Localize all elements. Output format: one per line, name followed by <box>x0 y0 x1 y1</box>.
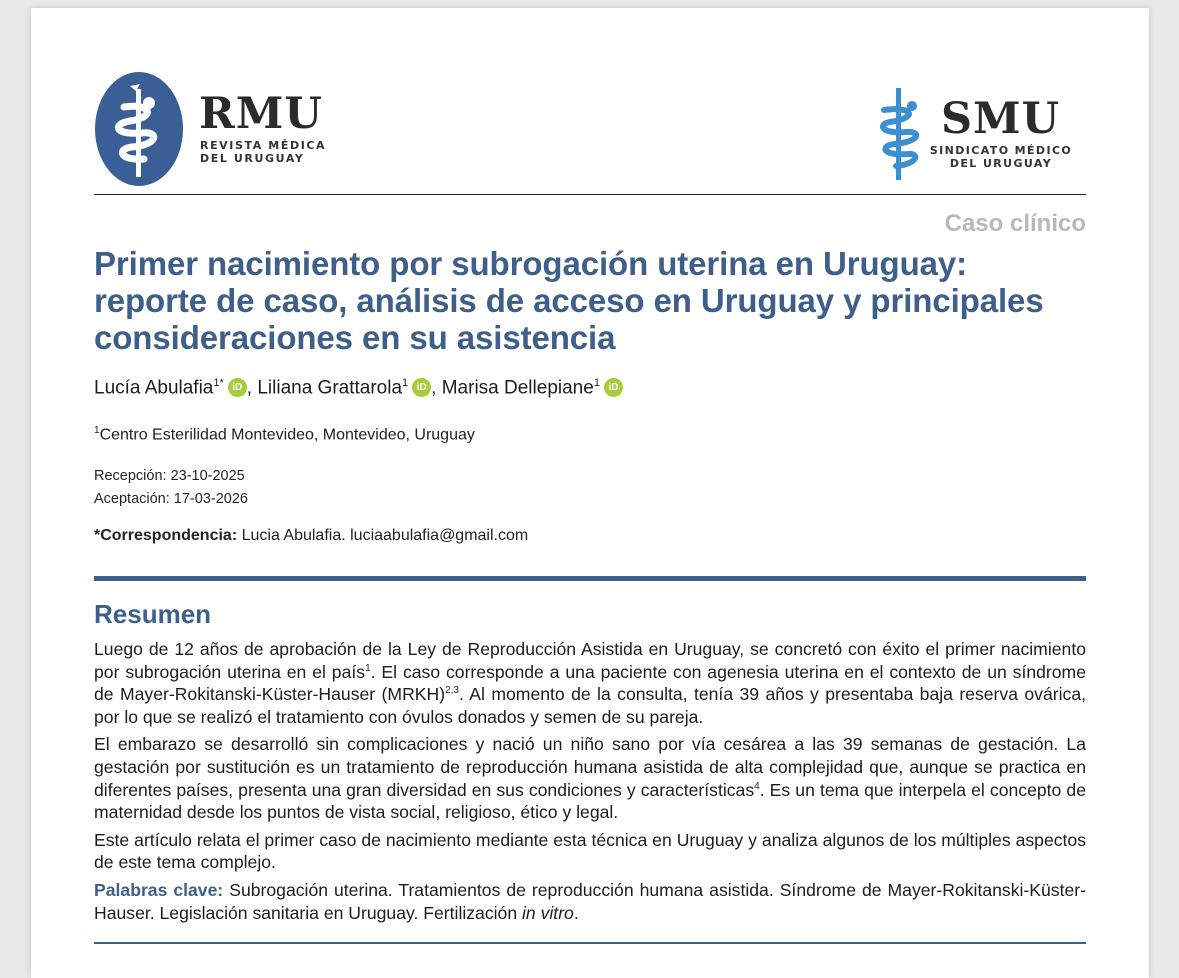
reception-date: Recepción: 23-10-2025 <box>94 468 245 484</box>
abstract-text: Este artículo relata el primer caso de nacimiento mediante esta técnica en Uruguay y analiza algunos de los múltiples aspectos de este tema complejo. <box>94 829 1086 873</box>
abstract-heading: Resumen <box>94 599 212 629</box>
abstract-paragraph <box>94 829 1086 874</box>
header-divider <box>94 194 1086 195</box>
abstract-bottom-divider <box>94 942 1086 944</box>
smu-subtitle-line1: SINDICATO MÉDICO <box>929 144 1073 157</box>
abstract-paragraph <box>94 638 1086 728</box>
author-name: Marisa Dellepiane <box>441 377 594 399</box>
keywords-italic: in vitro <box>522 902 574 923</box>
article-dates <box>94 465 248 511</box>
article-page <box>31 8 1149 978</box>
orcid-icon[interactable]: iD <box>228 378 247 397</box>
abstract-text: . Al momento de la consulta, tenía 39 años y presentaba baja reserva ovárica, por lo que se realizó el tratamiento con óvulos donados y semen de su pareja. <box>94 684 1086 727</box>
correspondence-text: Lucia Abulafia. luciaabulafia@gmail.com <box>237 527 529 544</box>
rod-of-asclepius-icon <box>876 86 924 182</box>
abstract-body <box>94 638 1086 929</box>
author-list <box>94 377 623 399</box>
rod-of-asclepius-icon <box>94 71 184 187</box>
keywords-text: Subrogación uterina. Tratamientos de reproducción humana asistida. Síndrome de Mayer-Rokitanski-Küster-Hauser. Legislación sanitaria en Uruguay. Fertilización <box>94 879 1086 923</box>
smu-subtitle-line2: DEL URUGUAY <box>949 157 1053 170</box>
rmu-subtitle-line1: REVISTA MÉDICA <box>200 139 327 152</box>
correspondence-label: *Correspondencia: <box>94 527 238 544</box>
rmu-logo <box>94 71 354 191</box>
affiliation-mark: 1 <box>94 425 100 436</box>
smu-subtitle <box>926 144 1076 170</box>
keywords <box>94 879 1086 924</box>
author-affiliation-mark: 1 <box>402 377 409 389</box>
abstract-divider <box>94 576 1086 581</box>
citation-mark: 2,3 <box>445 685 459 697</box>
correspondence <box>94 527 528 545</box>
article-title: Primer nacimiento por subrogación uterina en Uruguay: reporte de caso, análisis de acceso en Uruguay y principales consideraciones en su asistencia <box>94 245 1044 356</box>
smu-logo <box>876 86 1086 186</box>
orcid-icon[interactable]: iD <box>412 378 431 397</box>
section-label: Caso clínico <box>944 210 1086 237</box>
abstract-text: Luego de 12 años de aprobación de la Ley de Reproducción Asistida en Uruguay, se concretó con éxito el primer nacimiento por subrogación uterina en el país <box>94 639 1086 682</box>
orcid-icon[interactable]: iD <box>604 378 623 397</box>
rmu-subtitle-line2: DEL URUGUAY <box>200 152 305 165</box>
acceptance-date: Aceptación: 17-03-2026 <box>94 491 248 507</box>
abstract-paragraph <box>94 733 1086 823</box>
rmu-acronym: RMU <box>199 89 323 139</box>
author-name: Lucía Abulafia <box>94 377 214 399</box>
citation-mark: 4 <box>754 780 760 792</box>
author-separator: , <box>246 377 258 399</box>
keywords-end: . <box>573 902 579 923</box>
rmu-subtitle <box>200 139 326 165</box>
abstract-text: El embarazo se desarrolló sin complicaciones y nació un niño sano por vía cesárea a las 39 semanas de gestación. La gestación por sustitución es un tratamiento de reproducción humana asistida de alta complejidad que, aunque se practica en diferentes países, presenta una gran diversidad en sus condiciones y características <box>94 734 1086 800</box>
citation-mark: 1 <box>365 662 371 674</box>
author-name: Liliana Grattarola <box>257 377 403 399</box>
abstract-text: . El caso corresponde a una paciente con agenesia uterina en el contexto de un síndrome de Mayer-Rokitanski-Küster-Hauser (MRKH) <box>94 661 1086 705</box>
author-affiliation-mark: 1 <box>593 377 600 389</box>
affiliation-text: Centro Esterilidad Montevideo, Montevideo, Uruguay <box>99 426 475 444</box>
abstract-text: . Es un tema que interpela el concepto de maternidad desde los puntos de vista social, religioso, ético y legal. <box>94 779 1086 823</box>
affiliation <box>94 425 475 444</box>
smu-acronym: SMU <box>941 94 1061 144</box>
author-affiliation-mark: 1* <box>213 377 224 389</box>
keywords-label: Palabras clave: <box>94 879 224 900</box>
author-separator: , <box>431 377 442 399</box>
